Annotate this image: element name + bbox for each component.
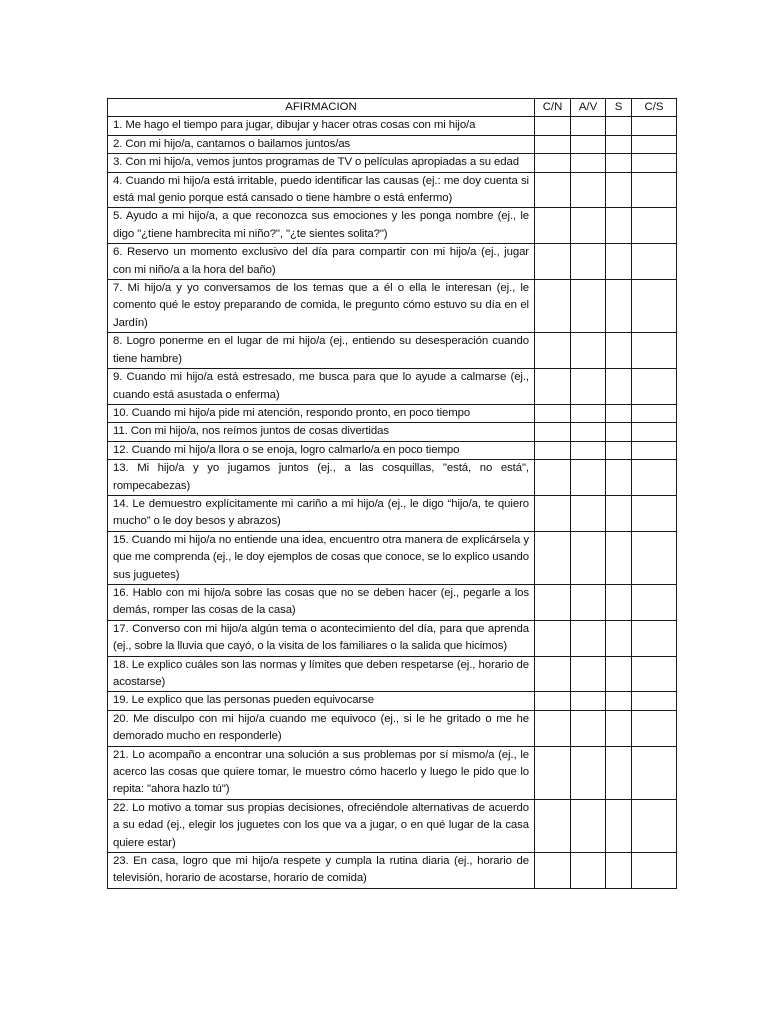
response-cell-s[interactable] [606,369,632,405]
header-row [108,99,677,117]
table-row [108,333,677,369]
response-cell-cs[interactable] [632,369,677,405]
statement-text: 7. Mi hijo/a y yo conversamos de los temas que a él o ella le interesan (ej., le comento qué le estoy preparando de comida, le pregunto cómo estuvo su día en el Jardín) [108,280,535,333]
response-cell-cn[interactable] [535,746,571,799]
response-cell-s[interactable] [606,135,632,153]
statement-text: 5. Ayudo a mi hijo/a, a que reconozca sus emociones y les ponga nombre (ej., le digo "¿tiene hambrecita mi niño?", "¿te sientes solita?") [108,208,535,244]
response-cell-cn[interactable] [535,117,571,135]
response-cell-cs[interactable] [632,404,677,422]
response-cell-s[interactable] [606,620,632,656]
response-cell-av[interactable] [571,208,606,244]
header-option-cn: C/N [535,99,571,117]
statement-text: 9. Cuando mi hijo/a está estresado, me busca para que lo ayude a calmarse (ej., cuando está asustada o enferma) [108,369,535,405]
table-row [108,280,677,333]
response-cell-cn[interactable] [535,620,571,656]
statement-text: 13. Mi hijo/a y yo jugamos juntos (ej., a las cosquillas, "está, no está", rompecabezas) [108,460,535,496]
table-row [108,460,677,496]
response-cell-cn[interactable] [535,495,571,531]
response-cell-s[interactable] [606,208,632,244]
response-cell-cs[interactable] [632,746,677,799]
statement-text: 3. Con mi hijo/a, vemos juntos programas de TV o películas apropiadas a su edad [108,154,535,172]
response-cell-cs[interactable] [632,117,677,135]
table-row [108,441,677,459]
table-row [108,154,677,172]
response-cell-s[interactable] [606,710,632,746]
statement-text: 14. Le demuestro explícitamente mi cariño a mi hijo/a (ej., le digo “hijo/a, te quiero mucho” o le doy besos y abrazos) [108,495,535,531]
statement-text: 22. Lo motivo a tomar sus propias decisiones, ofreciéndole alternativas de acuerdo a su edad (ej., elegir los juguetes con los que va a jugar, o en qué lugar de la casa quiere estar) [108,799,535,852]
statement-text: 23. En casa, logro que mi hijo/a respete y cumpla la rutina diaria (ej., horario de televisión, horario de acostarse, horario de comida) [108,853,535,889]
statement-text: 15. Cuando mi hijo/a no entiende una idea, encuentro otra manera de explicársela y que me comprenda (ej., le doy ejemplos de cosas que conoce, se lo explico usando sus juguetes) [108,531,535,584]
response-cell-s[interactable] [606,154,632,172]
response-cell-cs[interactable] [632,620,677,656]
response-cell-cs[interactable] [632,154,677,172]
header-option-av: A/V [571,99,606,117]
response-cell-s[interactable] [606,423,632,441]
response-cell-cs[interactable] [632,799,677,852]
header-statement: AFIRMACION [108,99,535,117]
response-cell-av[interactable] [571,423,606,441]
response-cell-cs[interactable] [632,280,677,333]
table-row [108,369,677,405]
response-cell-cs[interactable] [632,135,677,153]
response-cell-cn[interactable] [535,584,571,620]
response-cell-s[interactable] [606,799,632,852]
table-row [108,531,677,584]
statement-text: 2. Con mi hijo/a, cantamos o bailamos juntos/as [108,135,535,153]
response-cell-s[interactable] [606,333,632,369]
table-row [108,799,677,852]
response-cell-cn[interactable] [535,799,571,852]
table-row [108,620,677,656]
table-row [108,853,677,889]
statement-text: 20. Me disculpo con mi hijo/a cuando me equivoco (ej., si le he gritado o me he demorado mucho en responderle) [108,710,535,746]
response-cell-av[interactable] [571,154,606,172]
statement-text: 18. Le explico cuáles son las normas y límites que deben respetarse (ej., horario de acostarse) [108,656,535,692]
response-cell-av[interactable] [571,620,606,656]
response-cell-s[interactable] [606,244,632,280]
response-cell-av[interactable] [571,853,606,889]
response-cell-cs[interactable] [632,423,677,441]
table-row [108,746,677,799]
response-cell-cn[interactable] [535,404,571,422]
statement-text: 11. Con mi hijo/a, nos reímos juntos de cosas divertidas [108,423,535,441]
response-cell-cn[interactable] [535,135,571,153]
response-cell-cn[interactable] [535,172,571,208]
statement-text: 17. Converso con mi hijo/a algún tema o acontecimiento del día, para que aprenda (ej., sobre la lluvia que cayó, o la visita de los familiares o la salida que hicimos) [108,620,535,656]
response-cell-cs[interactable] [632,584,677,620]
response-cell-cn[interactable] [535,441,571,459]
statement-text: 12. Cuando mi hijo/a llora o se enoja, logro calmarlo/a en poco tiempo [108,441,535,459]
response-cell-cn[interactable] [535,853,571,889]
response-cell-av[interactable] [571,244,606,280]
response-cell-av[interactable] [571,404,606,422]
table-row [108,495,677,531]
response-cell-av[interactable] [571,710,606,746]
table-row [108,710,677,746]
response-cell-av[interactable] [571,799,606,852]
statement-text: 4. Cuando mi hijo/a está irritable, puedo identificar las causas (ej.: me doy cuenta si está mal genio porque está cansado o tiene hambre o está enfermo) [108,172,535,208]
header-option-s: S [606,99,632,117]
response-cell-cs[interactable] [632,244,677,280]
response-cell-cn[interactable] [535,208,571,244]
response-cell-s[interactable] [606,441,632,459]
response-cell-s[interactable] [606,404,632,422]
response-cell-av[interactable] [571,584,606,620]
response-cell-s[interactable] [606,746,632,799]
statement-text: 16. Hablo con mi hijo/a sobre las cosas que no se deben hacer (ej., pegarle a los demás, romper las cosas de la casa) [108,584,535,620]
response-cell-s[interactable] [606,172,632,208]
response-cell-cs[interactable] [632,495,677,531]
statement-text: 10. Cuando mi hijo/a pide mi atención, respondo pronto, en poco tiempo [108,404,535,422]
statement-text: 6. Reservo un momento exclusivo del día para compartir con mi hijo/a (ej., jugar con mi niño/a a la hora del baño) [108,244,535,280]
response-cell-av[interactable] [571,135,606,153]
table-row [108,404,677,422]
response-cell-cs[interactable] [632,172,677,208]
response-cell-s[interactable] [606,656,632,692]
response-cell-av[interactable] [571,460,606,496]
response-cell-cs[interactable] [632,710,677,746]
response-cell-s[interactable] [606,531,632,584]
statement-text: 21. Lo acompaño a encontrar una solución a sus problemas por sí mismo/a (ej., le acerco las cosas que quiere tomar, le muestro cómo hacerlo y luego le pido que lo repita: "ahora hazlo tú") [108,746,535,799]
response-cell-av[interactable] [571,369,606,405]
response-cell-s[interactable] [606,495,632,531]
response-cell-cn[interactable] [535,244,571,280]
response-cell-av[interactable] [571,441,606,459]
response-cell-cn[interactable] [535,280,571,333]
response-cell-cs[interactable] [632,460,677,496]
response-cell-cs[interactable] [632,333,677,369]
table-row [108,244,677,280]
response-cell-cs[interactable] [632,656,677,692]
response-cell-cs[interactable] [632,853,677,889]
response-cell-cn[interactable] [535,710,571,746]
table-row [108,423,677,441]
response-cell-cs[interactable] [632,531,677,584]
response-cell-cn[interactable] [535,333,571,369]
response-cell-cn[interactable] [535,460,571,496]
response-cell-av[interactable] [571,172,606,208]
response-cell-s[interactable] [606,460,632,496]
response-cell-cs[interactable] [632,441,677,459]
response-cell-cn[interactable] [535,369,571,405]
table-row [108,208,677,244]
response-cell-s[interactable] [606,117,632,135]
response-cell-av[interactable] [571,280,606,333]
table-row [108,172,677,208]
response-cell-s[interactable] [606,584,632,620]
response-cell-av[interactable] [571,117,606,135]
header-option-cs: C/S [632,99,677,117]
response-cell-cn[interactable] [535,531,571,584]
response-cell-cs[interactable] [632,692,677,710]
questionnaire-table [107,98,677,889]
response-cell-av[interactable] [571,531,606,584]
response-cell-cn[interactable] [535,154,571,172]
response-cell-cn[interactable] [535,423,571,441]
response-cell-s[interactable] [606,853,632,889]
response-cell-cn[interactable] [535,692,571,710]
response-cell-cs[interactable] [632,208,677,244]
table-row [108,117,677,135]
response-cell-av[interactable] [571,333,606,369]
table-row [108,584,677,620]
response-cell-av[interactable] [571,692,606,710]
response-cell-cn[interactable] [535,656,571,692]
response-cell-s[interactable] [606,280,632,333]
statement-text: 1. Me hago el tiempo para jugar, dibujar y hacer otras cosas con mi hijo/a [108,117,535,135]
statement-text: 8. Logro ponerme en el lugar de mi hijo/a (ej., entiendo su desesperación cuando tiene hambre) [108,333,535,369]
table-row [108,135,677,153]
response-cell-av[interactable] [571,656,606,692]
response-cell-av[interactable] [571,495,606,531]
response-cell-av[interactable] [571,746,606,799]
table-row [108,656,677,692]
response-cell-s[interactable] [606,692,632,710]
table-row [108,692,677,710]
statement-text: 19. Le explico que las personas pueden equivocarse [108,692,535,710]
